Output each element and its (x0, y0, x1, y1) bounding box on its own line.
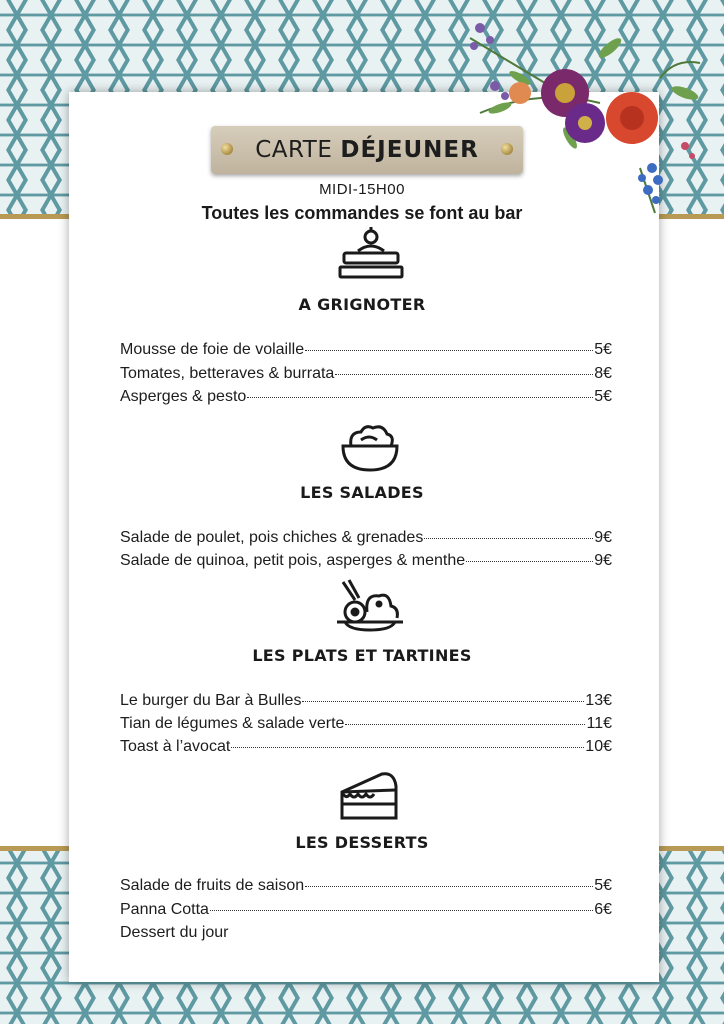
screw-icon (501, 143, 513, 155)
menu-item-name: Salade de fruits de saison (120, 877, 305, 894)
service-hours: MIDI-15H00 (319, 181, 405, 198)
appetizer-icon (336, 225, 406, 283)
dot-leader (335, 374, 593, 375)
title-bold: DÉJEUNER (340, 137, 479, 163)
menu-item-name: Asperges & pesto (120, 388, 247, 405)
dot-leader (247, 397, 593, 398)
dot-leader (466, 561, 593, 562)
section-title: LES DESSERTS (295, 833, 429, 852)
order-note: Toutes les commandes se font au bar (201, 203, 523, 223)
menu-item (120, 529, 612, 547)
menu-item-name: Salade de poulet, pois chiches & grenades (120, 529, 424, 546)
title-light: CARTE (255, 137, 333, 163)
dot-leader (424, 538, 593, 539)
section-title: LES SALADES (300, 483, 424, 502)
dot-leader (305, 886, 593, 887)
menu-item (120, 692, 612, 710)
menu-item-price: 6€ (594, 901, 612, 918)
salad-bowl-icon (339, 422, 401, 474)
menu-item (120, 388, 612, 406)
menu-item-price: 13€ (585, 692, 612, 709)
menu-item-name: Mousse de foie de volaille (120, 341, 305, 358)
menu-item (120, 715, 612, 733)
dot-leader (231, 747, 584, 748)
plate-icon (335, 578, 405, 634)
dot-leader (302, 701, 584, 702)
menu-item (120, 924, 612, 942)
screw-icon (221, 143, 233, 155)
menu-item-price: 11€ (586, 715, 612, 732)
menu-item-name: Panna Cotta (120, 901, 209, 918)
menu-item-price: 5€ (594, 388, 612, 405)
menu-item-price: 5€ (594, 877, 612, 894)
menu-item-name: Tian de légumes & salade verte (120, 715, 345, 732)
section-title: A GRIGNOTER (298, 295, 426, 314)
menu-item-price: 9€ (594, 552, 612, 569)
menu-item-price: 10€ (585, 738, 612, 755)
menu-item-price: 9€ (594, 529, 612, 546)
dot-leader (210, 910, 593, 911)
menu-item (120, 877, 612, 895)
menu-item-name: Tomates, betteraves & burrata (120, 365, 335, 382)
menu-item (120, 738, 612, 756)
menu-item (120, 552, 612, 570)
menu-item (120, 901, 612, 919)
menu-item (120, 365, 612, 383)
menu-item (120, 341, 612, 359)
section-title: LES PLATS ET TARTINES (252, 646, 472, 665)
menu-item-price: 5€ (594, 341, 612, 358)
menu-item-name: Le burger du Bar à Bulles (120, 692, 302, 709)
dot-leader (345, 724, 585, 725)
menu-item-price: 8€ (594, 365, 612, 382)
cake-slice-icon (336, 768, 402, 822)
title-plaque (211, 126, 523, 174)
menu-item-name: Dessert du jour (120, 924, 229, 941)
menu-item-name: Salade de quinoa, petit pois, asperges & menthe (120, 552, 466, 569)
menu-item-name: Toast à l’avocat (120, 738, 231, 755)
dot-leader (305, 350, 593, 351)
